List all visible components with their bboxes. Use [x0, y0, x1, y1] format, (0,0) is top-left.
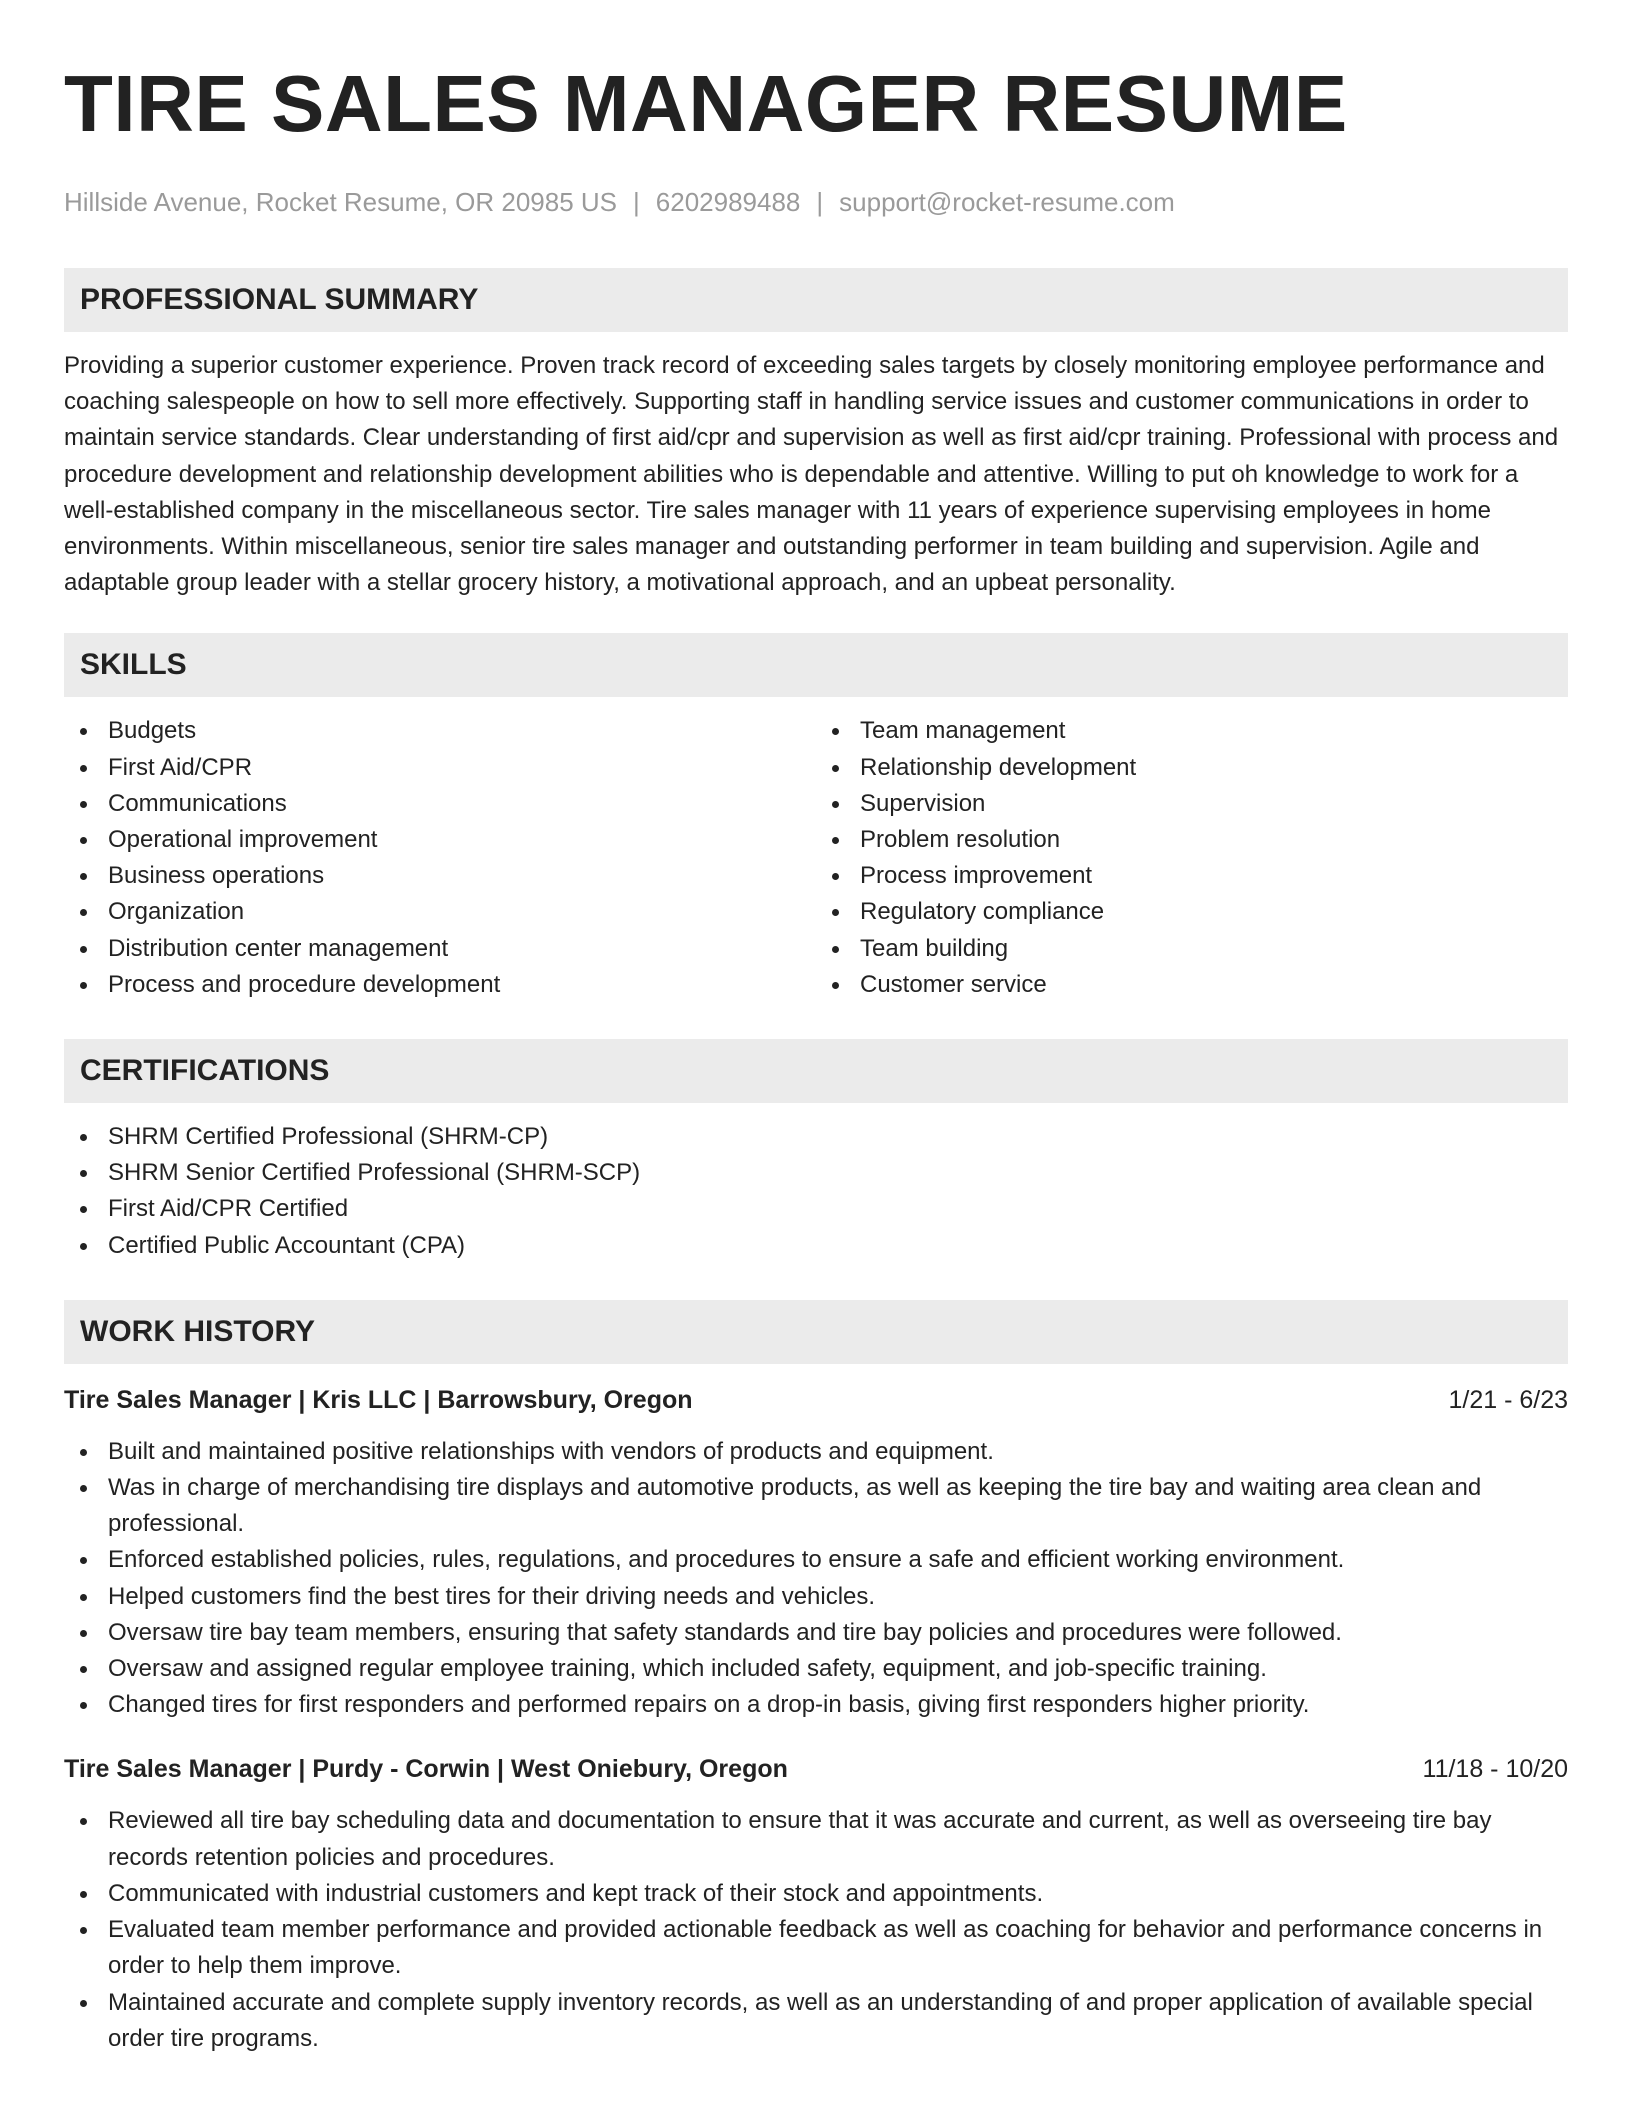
job-bullet: Oversaw tire bay team members, ensuring that safety standards and tire bay policies and procedures were followed. [64, 1615, 1568, 1651]
job-header [64, 1751, 1568, 1787]
skills-list-left [64, 713, 816, 1003]
skill-item: Regulatory compliance [816, 894, 1568, 930]
summary-paragraph: Providing a superior customer experience. Proven track record of exceeding sales targets by closely monitoring employee performance and coaching salespeople on how to sell more effectively. Supporting staff in handling service issues and customer communications in order to maintain service standards. Clear understanding of first aid/cpr and supervision as well as first aid/cpr training. Professional with process and procedure development and relationship development abilities who is dependable and attentive. Willing to put oh knowledge to work for a well-established company in the miscellaneous sector. Tire sales manager with 11 years of experience supervising employees in home environments. Within miscellaneous, senior tire sales manager and outstanding performer in team building and supervision. Agile and adaptable group leader with a stellar grocery history, a motivational approach, and an upbeat personality. [64, 352, 1559, 597]
skill-item: Supervision [816, 786, 1568, 822]
skill-item: Process and procedure development [64, 967, 816, 1003]
skill-item: Operational improvement [64, 822, 816, 858]
certification-item: First Aid/CPR Certified [64, 1191, 1568, 1227]
skill-item: Communications [64, 786, 816, 822]
contact-address: Hillside Avenue, Rocket Resume, OR 20985 US [64, 187, 618, 217]
contact-line [64, 186, 1568, 218]
skill-item: Distribution center management [64, 931, 816, 967]
job-bullet: Enforced established policies, rules, regulations, and procedures to ensure a safe and efficient working environment. [64, 1542, 1568, 1578]
certification-item: SHRM Senior Certified Professional (SHRM-SCP) [64, 1155, 1568, 1191]
skill-item: Team management [816, 713, 1568, 749]
skills-grid [64, 713, 1568, 1003]
job-bullet: Evaluated team member performance and provided actionable feedback as well as coaching for behavior and performance concerns in order to help them improve. [64, 1912, 1568, 1984]
certifications-list [64, 1119, 1568, 1264]
skill-item: Business operations [64, 858, 816, 894]
skill-item: Process improvement [816, 858, 1568, 894]
job-bullet: Oversaw and assigned regular employee training, which included safety, equipment, and job-specific training. [64, 1651, 1568, 1687]
job-dates: 11/18 - 10/20 [1422, 1755, 1568, 1784]
contact-phone: 6202989488 [655, 187, 801, 217]
contact-separator: | [816, 187, 824, 217]
skill-item: Problem resolution [816, 822, 1568, 858]
job-bullets [64, 1434, 1568, 1724]
job-bullet: Built and maintained positive relationships with vendors of products and equipment. [64, 1434, 1568, 1470]
job-bullets [64, 1803, 1568, 2056]
certification-item: Certified Public Accountant (CPA) [64, 1228, 1568, 1264]
contact-email: support@rocket-resume.com [839, 187, 1175, 217]
resume-title: TIRE SALES MANAGER RESUME [64, 59, 1348, 148]
section-header-work-history: WORK HISTORY [64, 1300, 1568, 1364]
job-bullet: Was in charge of merchandising tire displays and automotive products, as well as keeping the tire bay and waiting area clean and professional. [64, 1470, 1568, 1542]
section-header-certifications: CERTIFICATIONS [64, 1039, 1568, 1103]
skill-item: Organization [64, 894, 816, 930]
skill-item: Budgets [64, 713, 816, 749]
job-bullet: Changed tires for first responders and performed repairs on a drop-in basis, giving first responders higher priority. [64, 1687, 1568, 1723]
skill-item: Team building [816, 931, 1568, 967]
job-dates: 1/21 - 6/23 [1448, 1385, 1568, 1414]
certification-item: SHRM Certified Professional (SHRM-CP) [64, 1119, 1568, 1155]
skill-item: Relationship development [816, 750, 1568, 786]
job-bullet: Maintained accurate and complete supply inventory records, as well as an understanding of and proper application of available special order tire programs. [64, 1985, 1568, 2057]
contact-separator: | [633, 187, 640, 217]
section-header-skills: SKILLS [64, 633, 1568, 697]
skills-list-right [816, 713, 1568, 1003]
job-bullet: Communicated with industrial customers and kept track of their stock and appointments. [64, 1876, 1568, 1912]
skill-item: Customer service [816, 967, 1568, 1003]
job-bullet: Helped customers find the best tires for their driving needs and vehicles. [64, 1579, 1568, 1615]
job-title: Tire Sales Manager | Purdy - Corwin | West Oniebury, Oregon [64, 1755, 788, 1784]
skill-item: First Aid/CPR [64, 750, 816, 786]
job-title: Tire Sales Manager | Kris LLC | Barrowsbury, Oregon [64, 1385, 693, 1414]
section-header-summary: PROFESSIONAL SUMMARY [64, 268, 1568, 332]
job-bullet: Reviewed all tire bay scheduling data and documentation to ensure that it was accurate and current, as well as overseeing tire bay records retention policies and procedures. [64, 1803, 1568, 1875]
job-header [64, 1382, 1568, 1418]
